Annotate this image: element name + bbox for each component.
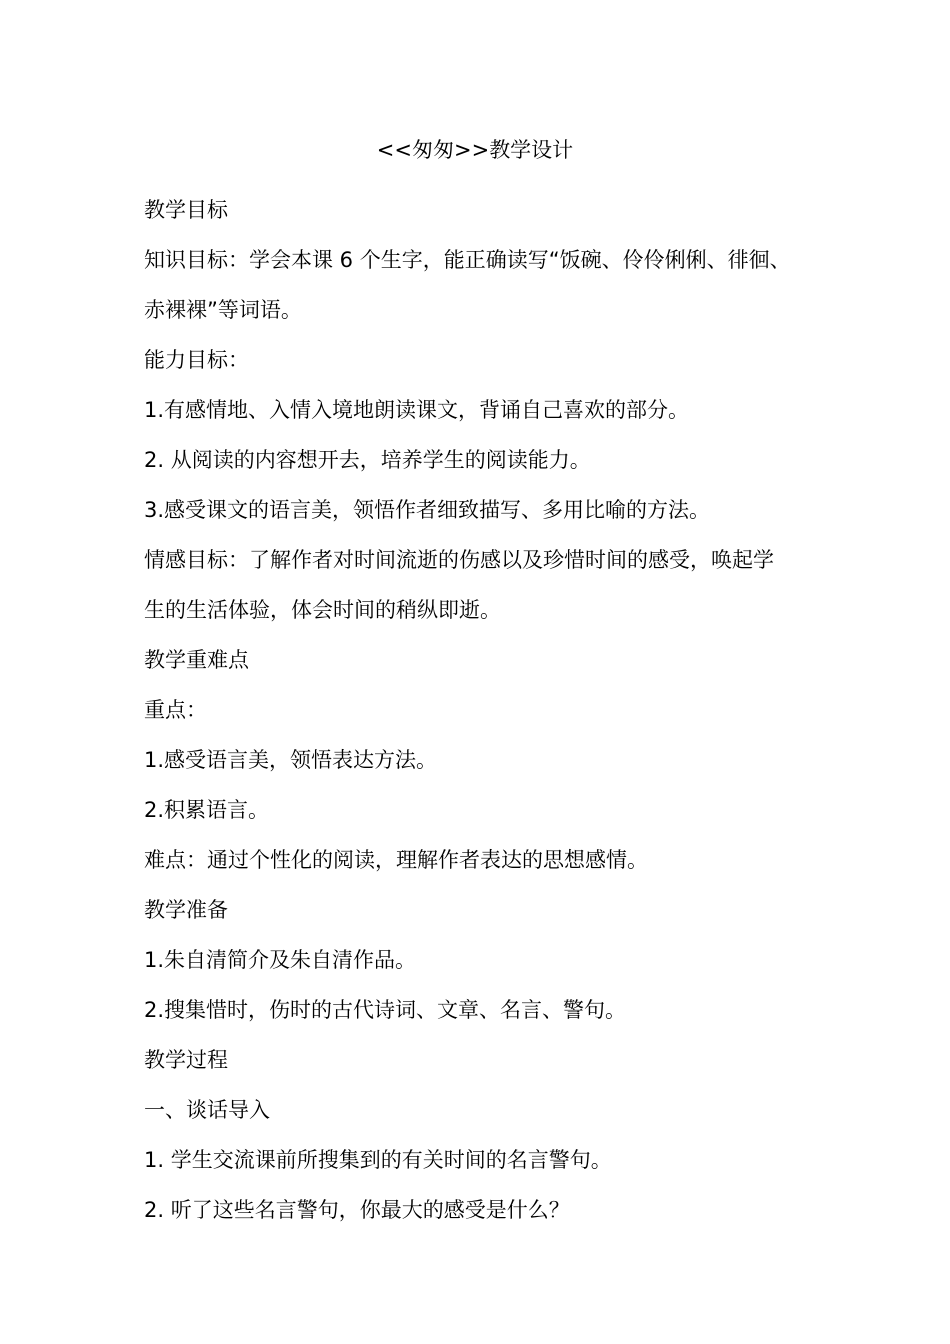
title-suffix: 教学设计 <box>489 138 574 162</box>
title-prefix: <<匆匆>> <box>376 138 490 162</box>
document-title <box>0 135 950 165</box>
key-point-item-2: 2.积累语言。 <box>144 798 270 822</box>
knowledge-objective-line-2: 赤裸裸”等词语。 <box>144 298 302 322</box>
section-heading-key-points: 教学重难点 <box>144 648 249 672</box>
section-heading-preparation: 教学准备 <box>144 898 228 922</box>
process-item-2: 2. 听了这些名言警句，你最大的感受是什么？ <box>144 1198 570 1222</box>
key-points-heading: 重点： <box>144 698 207 722</box>
ability-objective-item-1: 1.有感情地、入情入境地朗读课文，背诵自己喜欢的部分。 <box>144 398 690 422</box>
document-body <box>144 185 824 1235</box>
difficult-point: 难点：通过个性化的阅读，理解作者表达的思想感情。 <box>144 848 648 872</box>
section-heading-objectives: 教学目标 <box>144 198 228 222</box>
emotion-objective-line-1: 情感目标：了解作者对时间流逝的伤感以及珍惜时间的感受，唤起学 <box>144 548 774 572</box>
process-item-1: 1. 学生交流课前所搜集到的有关时间的名言警句。 <box>144 1148 612 1172</box>
process-step-heading-1: 一、谈话导入 <box>144 1098 270 1122</box>
ability-objective-item-3: 3.感受课文的语言美，领悟作者细致描写、多用比喻的方法。 <box>144 498 711 522</box>
preparation-item-1: 1.朱自清简介及朱自清作品。 <box>144 948 417 972</box>
preparation-item-2: 2.搜集惜时，伤时的古代诗词、文章、名言、警句。 <box>144 998 627 1022</box>
ability-objective-heading: 能力目标： <box>144 348 249 372</box>
knowledge-objective-line-1: 知识目标：学会本课 6 个生字，能正确读写“饭碗、伶伶俐俐、徘徊、 <box>144 248 791 272</box>
emotion-objective-line-2: 生的生活体验，体会时间的稍纵即逝。 <box>144 598 501 622</box>
section-heading-process: 教学过程 <box>144 1048 228 1072</box>
ability-objective-item-2: 2. 从阅读的内容想开去，培养学生的阅读能力。 <box>144 448 591 472</box>
key-point-item-1: 1.感受语言美，领悟表达方法。 <box>144 748 438 772</box>
